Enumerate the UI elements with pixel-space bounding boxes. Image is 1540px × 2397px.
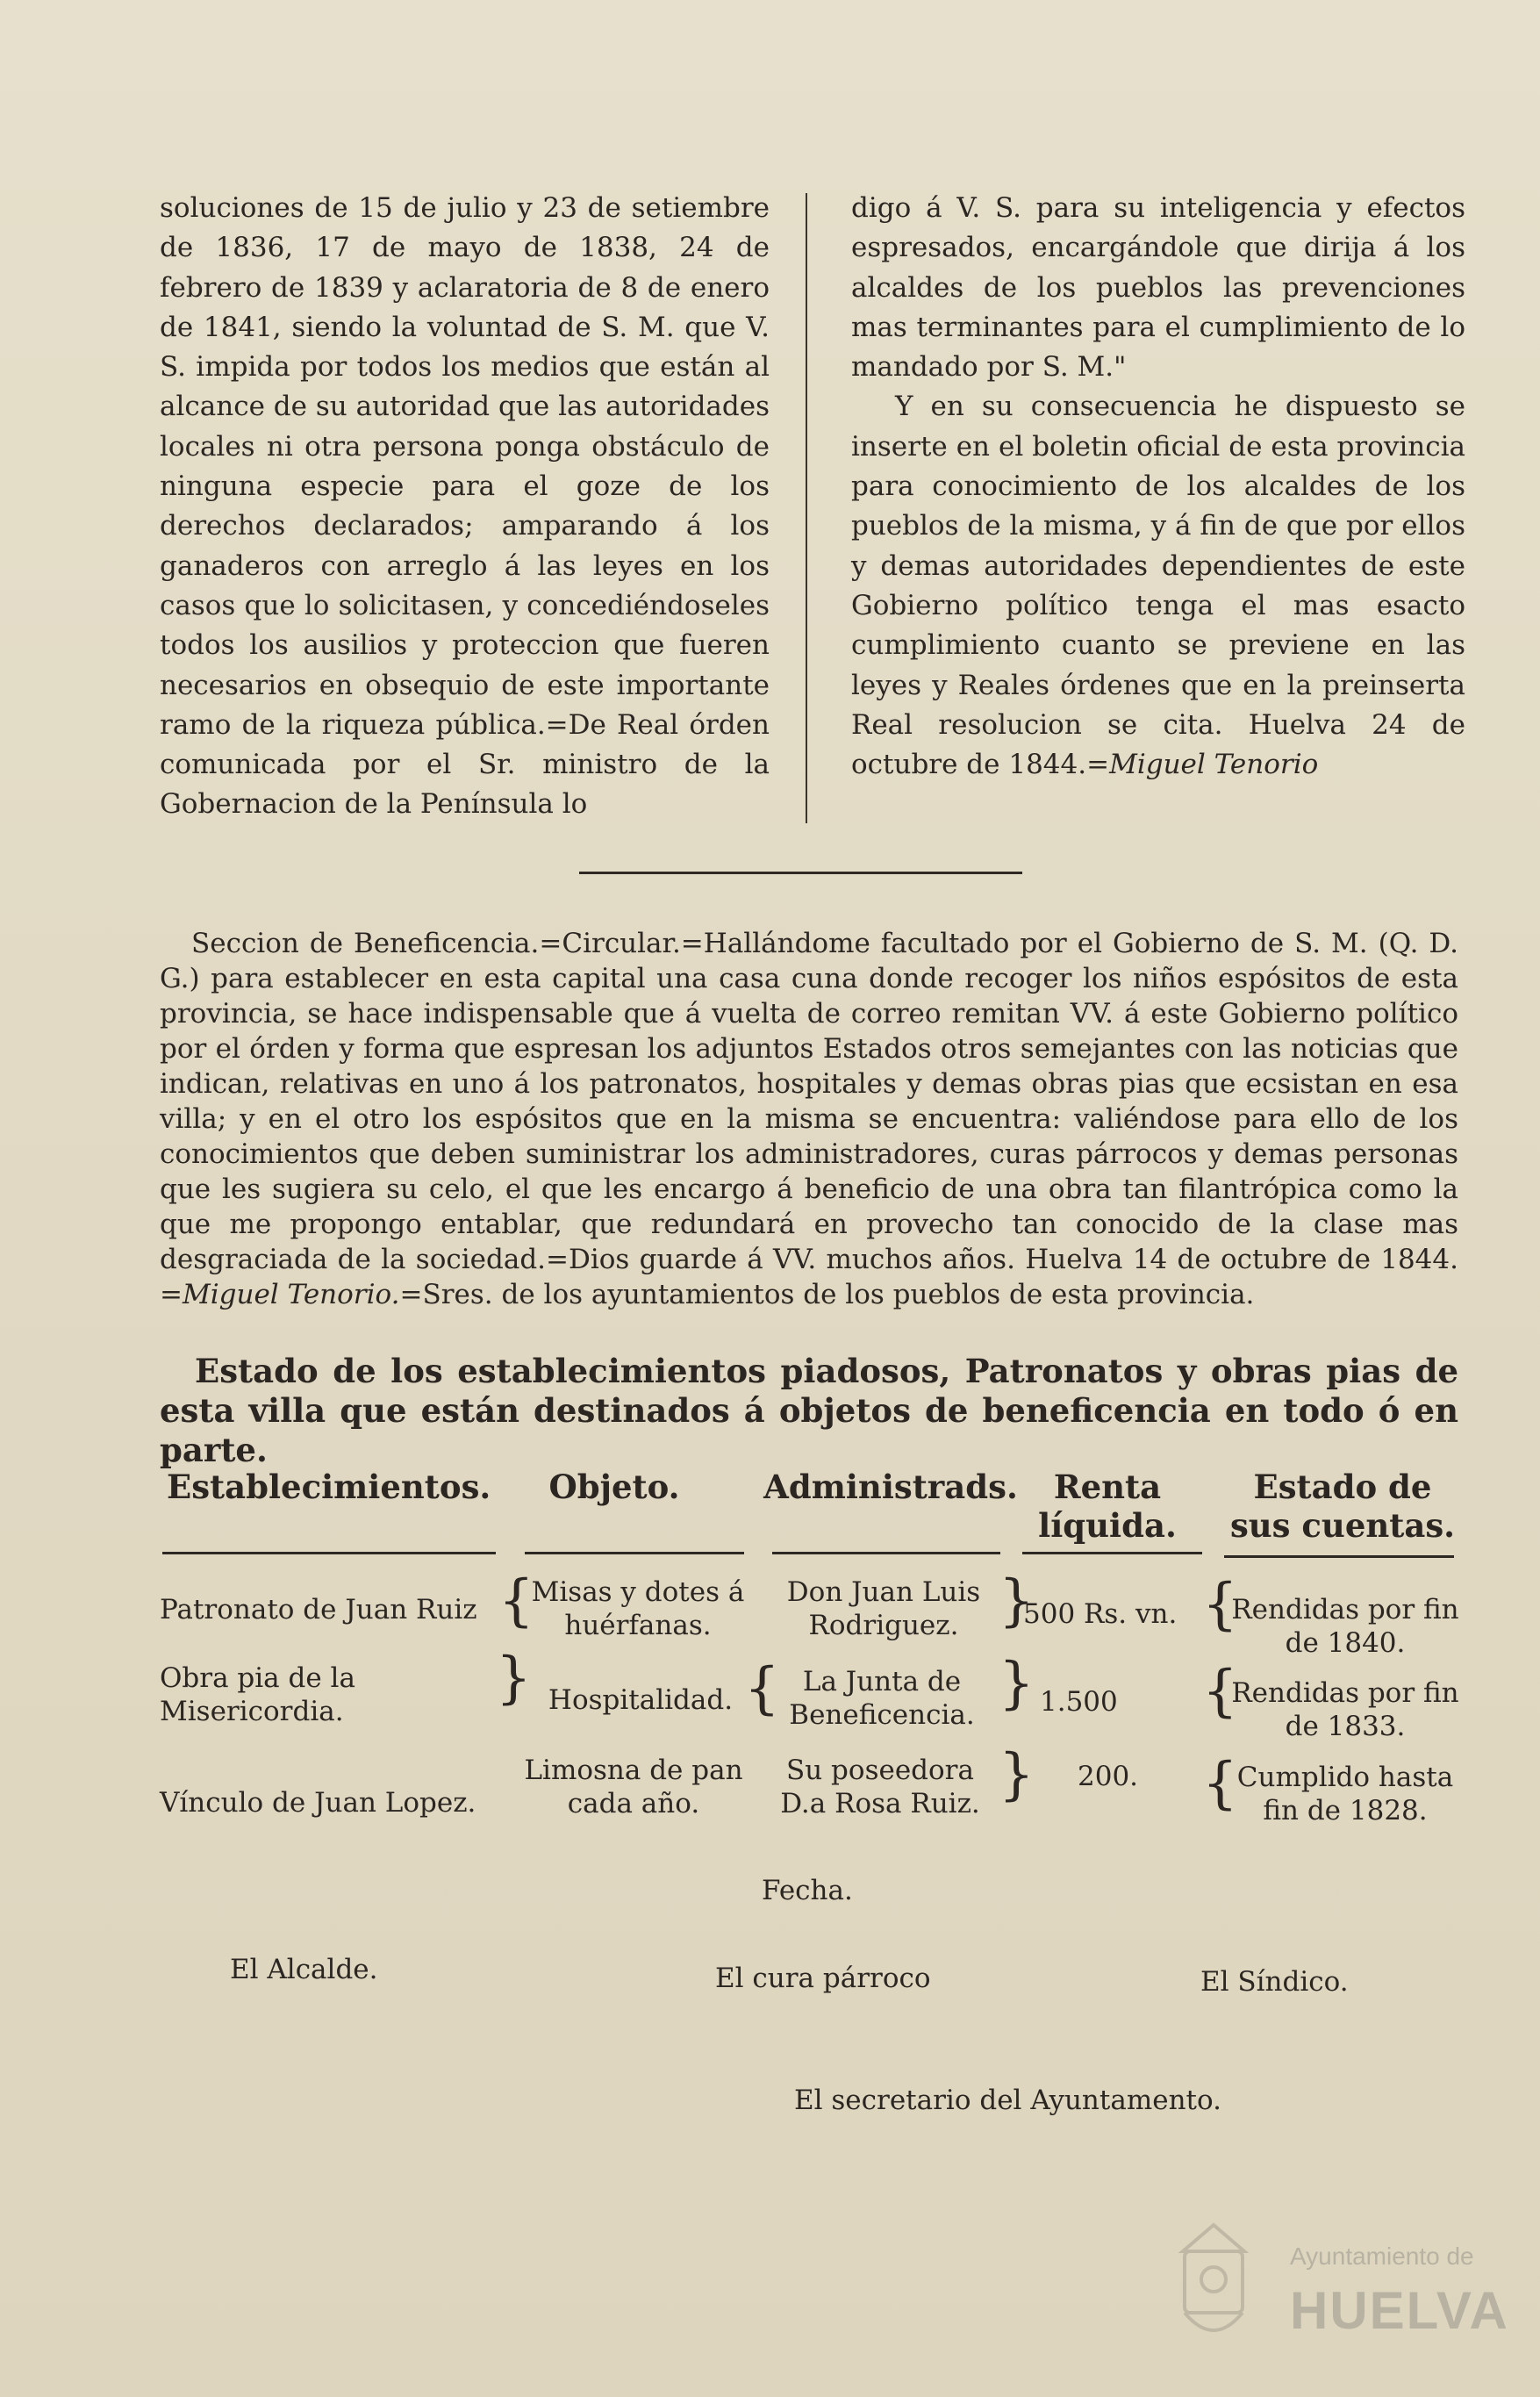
cura-label: El cura párroco [715, 1963, 931, 1994]
circular-text [160, 926, 1458, 1312]
brace-left: { [744, 1656, 780, 1721]
row1-renta: 500 Rs. vn. [1023, 1598, 1178, 1630]
circular-section [160, 926, 1458, 1312]
row3-cuentas: Cumplido hasta fin de 1828. [1236, 1762, 1454, 1826]
row3-administrador: Su poseedora D.a Rosa Ruiz. [780, 1755, 980, 1819]
header-objeto: Objeto. [548, 1468, 680, 1506]
circular-body: Seccion de Beneficencia.=Circular.=Hallándome facultado por el Gobierno de S. M. (Q. D. G.) para establecer en esta capital una casa cuna donde recoger los niños espósitos de esta provincia, se hace indispensable que á vuelta de correo remitan VV. á este Gobierno político por el órden y forma que espresan los adjuntos Estados otros semejantes con las noticias que indican, relativas en uno á los patronatos, hospitales y demas obras pias que ecsistan en esa villa; y en el otro los espósitos que en la misma se encuentra: valiéndose para ello de los conocimientos que deben suministrar los administradores, curas párrocos y demas personas que les sugiera su celo, el que les encargo á beneficio de una obra tan filantrópica como la que me propongo entablar, que redundará en provecho tan conocido de la clase mas desgraciada de la sociedad.=Dios guarde á VV. muchos años. Huelva 14 de octubre de 1844. [160, 928, 1458, 1275]
header-rule-2 [525, 1552, 744, 1554]
header-rule-4 [1022, 1552, 1202, 1554]
row1-establecimiento: Patronato de Juan Ruiz [160, 1594, 477, 1626]
row3-renta: 200. [1078, 1761, 1139, 1792]
brace-left: { [498, 1568, 534, 1633]
column-divider [806, 193, 807, 823]
brace-right: } [999, 1651, 1035, 1716]
header-rule-1 [162, 1552, 496, 1554]
left-column-text: soluciones de 15 de julio y 23 de setiembre de 1836, 17 de mayo de 1838, 24 de febrero de 1839 y aclaratoria de 8 de enero de 1841, siendo la voluntad de S. M. que V. S. impida por todos los medios que están al alcance de su autoridad que las autoridades locales ni otra persona ponga obstáculo de ninguna especie para el goze de los derechos declarados; amparando á los ganaderos con arreglo á las leyes en los casos que lo solicitasen, y concediéndoseles todos los ausilios y proteccion que fueren necesarios en obsequio de este importante ramo de la riqueza pública.=De Real órden comunicada por el Sr. ministro de la Gobernacion de la Península lo [160, 192, 770, 821]
estado-title: Estado de los establecimientos piadosos, Patronatos y obras pias de esta villa que están destinados á objetos de beneficencia en todo ó en parte. [160, 1352, 1458, 1469]
section-separator [579, 872, 1022, 874]
row2-administrador: La Junta de Beneficencia. [789, 1666, 975, 1731]
fecha-label: Fecha. [762, 1875, 853, 1906]
secretario-label: El secretario del Ayuntamento. [794, 2085, 1221, 2116]
brace-left: { [1202, 1572, 1238, 1637]
row3-establecimiento: Vínculo de Juan Lopez. [160, 1787, 476, 1819]
brace-left: { [1202, 1659, 1238, 1724]
left-column [160, 189, 770, 825]
brace-right: } [496, 1646, 532, 1711]
row2-renta: 1.500 [1040, 1686, 1118, 1718]
ayuntamiento-seal-icon [1174, 2216, 1253, 2348]
header-rule-5 [1224, 1555, 1454, 1558]
row1-objeto: Misas y dotes á huérfanas. [531, 1576, 745, 1641]
right-column-signature: Miguel Tenorio [1109, 749, 1319, 781]
row1-administrador: Don Juan Luis Rodriguez. [786, 1576, 981, 1641]
right-column [851, 189, 1465, 785]
right-column-paragraph: Y en su consecuencia he dispuesto se inserte en el boletin oficial de esta provincia para conocimiento de los alcaldes de los pueblos de la misma, y á fin de que por ellos y demas autoridades dependientes de este Gobierno político tenga el mas esacto cumplimiento cuanto se previene en las leyes y Reales órdenes que en la preinserta Real resolucion se cita. Huelva 24 de octubre de 1844.= [851, 391, 1465, 781]
brace-right: } [999, 1568, 1035, 1633]
header-establecimientos: Establecimientos. [167, 1468, 491, 1506]
row2-cuentas: Rendidas por fin de 1833. [1231, 1677, 1459, 1742]
right-column-text-1: digo á V. S. para su inteligencia y efectos espresados, encargándole que dirija á los alcaldes de los pueblos las prevenciones mas terminantes para el cumplimiento de lo mandado por S. M." [851, 192, 1465, 384]
row2-objeto: Hospitalidad. [548, 1684, 734, 1716]
brace-left: { [1202, 1751, 1238, 1816]
circular-signature: =Miguel Tenorio. [160, 1279, 400, 1310]
right-column-text-2 [851, 387, 1465, 785]
header-estado-cuentas: Estado de sus cuentas. [1229, 1468, 1456, 1545]
row1-cuentas: Rendidas por fin de 1840. [1231, 1594, 1459, 1659]
header-administrads: Administrads. [763, 1468, 1018, 1506]
brace-right: } [999, 1742, 1035, 1807]
header-renta: Renta líquida. [1038, 1468, 1177, 1545]
watermark-line1: Ayuntamiento de [1290, 2243, 1474, 2270]
alcalde-label: El Alcalde. [230, 1954, 378, 1985]
circular-addressee: =Sres. de los ayuntamientos de los pueblos de esta provincia. [399, 1279, 1255, 1310]
row3-objeto: Limosna de pan cada año. [524, 1755, 743, 1819]
watermark-line2: HUELVA [1290, 2281, 1509, 2340]
sindico-label: El Síndico. [1200, 1966, 1349, 1998]
row2-establecimiento: Obra pia de la Misericordia. [160, 1662, 355, 1727]
header-rule-3 [772, 1552, 1000, 1554]
